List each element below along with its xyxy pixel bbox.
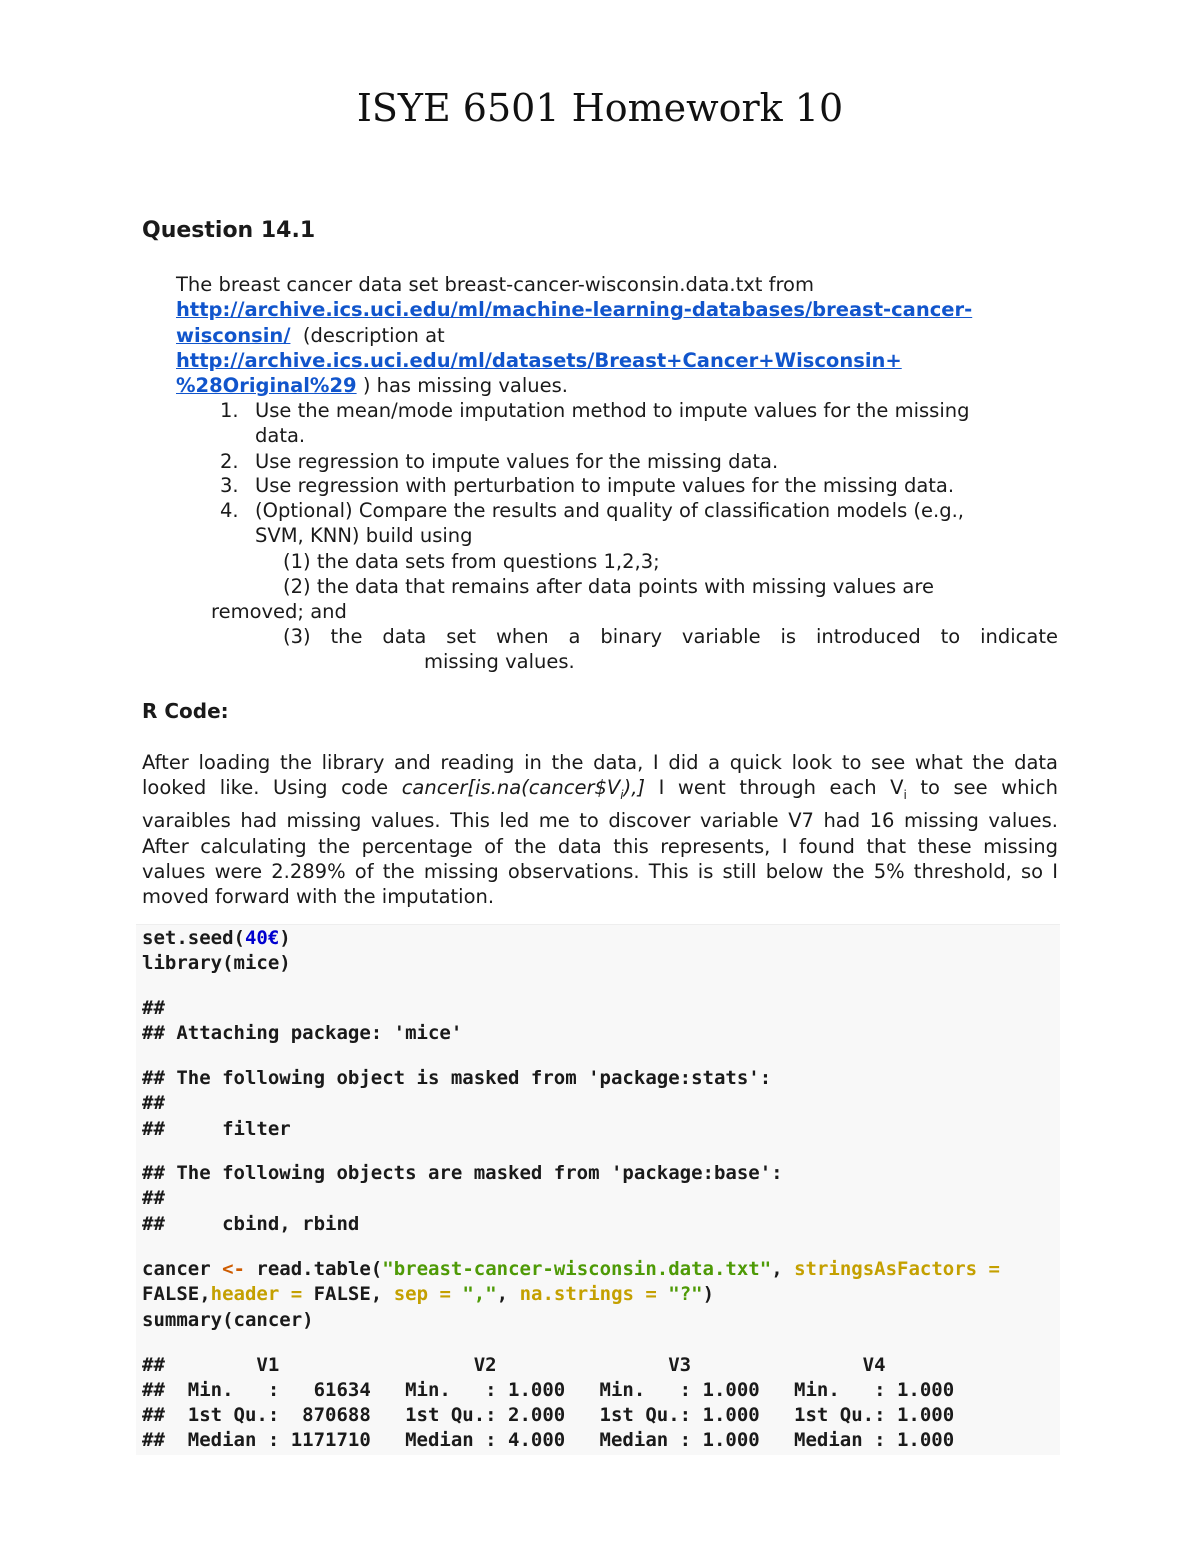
dataset-link-continued[interactable]: wisconsin/: [176, 323, 291, 347]
summary-output-line: ## V1 V2 V3 V4: [142, 1354, 886, 1376]
seed-number: 40€: [244, 927, 280, 949]
paragraph-text: After loading the library and reading in the data, I did a quick look to see what the data looked like. Using code: [142, 751, 1058, 800]
rcode-paragraph: [142, 750, 1058, 910]
list-item-text: data.: [255, 424, 306, 448]
list-item-text: SVM, KNN) build using: [255, 524, 473, 548]
inline-code-end: ),]: [623, 776, 646, 800]
list-number: 2.: [220, 450, 239, 473]
code-line: summary(cancer): [142, 1309, 314, 1331]
code-line: set.seed(40€): [142, 927, 291, 949]
page-title: ISYE 6501 Homework 10: [356, 86, 844, 130]
sub-item-continued: missing values.: [424, 650, 575, 673]
description-link-continued[interactable]: %28Original%29: [176, 374, 357, 398]
code-line: FALSE,header = FALSE, sep = ",", na.strings = "?"): [142, 1283, 715, 1305]
code-output-line: ##: [142, 1092, 165, 1114]
summary-output-line: ## Median : 1171710 Median : 4.000 Median : 1.000 Median : 1.000: [142, 1429, 955, 1451]
sub-item: (3) the data set when a binary variable is introduced to indicate: [283, 625, 1058, 648]
code-output-line: ## filter: [142, 1118, 291, 1140]
sub-item: (1) the data sets from questions 1,2,3;: [283, 550, 660, 573]
question-intro: [176, 272, 1066, 398]
code-output-line: ## The following objects are masked from 'package:base':: [142, 1162, 783, 1184]
description-at-text: (description at: [302, 323, 445, 347]
inline-code-text: cancer[is.na(cancer$V: [401, 776, 621, 800]
subscript: i: [620, 788, 624, 803]
sub-item: (2) the data that remains after data points with missing values are: [283, 575, 934, 598]
list-number: 1.: [220, 399, 239, 422]
code-line: library(mice): [142, 952, 291, 974]
summary-output-line: ## 1st Qu.: 870688 1st Qu.: 2.000 1st Qu.: 1.000 1st Qu.: 1.000: [142, 1404, 955, 1426]
inline-code: [401, 776, 646, 803]
code-output-line: ##: [142, 1187, 165, 1209]
list-item: [220, 449, 1070, 474]
code-output-line: ## cbind, rbind: [142, 1213, 360, 1235]
has-missing-text: ) has missing values.: [362, 374, 568, 398]
list-number: 3.: [220, 474, 239, 497]
list-number: 4.: [220, 499, 239, 522]
list-item-text: (Optional) Compare the results and quality of classification models (e.g.,: [255, 499, 965, 522]
list-item: [220, 398, 1070, 449]
list-item-text: Use regression to impute values for the missing data.: [255, 450, 779, 473]
list-item: [220, 498, 1070, 549]
code-output-line: ## Attaching package: 'mice': [142, 1022, 463, 1044]
code-output-line: ##: [142, 997, 165, 1019]
code-line: cancer <- read.table("breast-cancer-wisconsin.data.txt", stringsAsFactors =: [142, 1258, 1000, 1280]
sub-item-continued: removed; and: [211, 600, 347, 623]
dataset-link[interactable]: http://archive.ics.uci.edu/ml/machine-learning-databases/breast-cancer-: [176, 298, 973, 322]
intro-line: The breast cancer data set breast-cancer-wisconsin.data.txt from: [176, 273, 814, 296]
list-item-text: Use the mean/mode imputation method to impute values for the missing: [255, 399, 970, 422]
paragraph-text: to see which varaibles had missing values. This led me to discover variable V7 had 16 missing values. After calculating the percentage of the data this represents, I found that these missing values were 2.289% of the missing observations. This is still below the 5% threshold, so I moved forward with the imputation.: [142, 776, 1058, 909]
summary-output-line: ## Min. : 61634 Min. : 1.000 Min. : 1.000 Min. : 1.000: [142, 1379, 955, 1401]
paragraph-text: I went through each V: [645, 776, 904, 800]
list-item-text: Use regression with perturbation to impute values for the missing data.: [255, 474, 955, 497]
question-heading: Question 14.1: [142, 218, 316, 243]
code-output-line: ## The following object is masked from 'package:stats':: [142, 1067, 772, 1089]
subscript: i: [903, 788, 907, 803]
list-item: [220, 473, 1070, 498]
rcode-heading: R Code:: [142, 699, 229, 723]
description-link[interactable]: http://archive.ics.uci.edu/ml/datasets/Breast+Cancer+Wisconsin+: [176, 348, 902, 372]
